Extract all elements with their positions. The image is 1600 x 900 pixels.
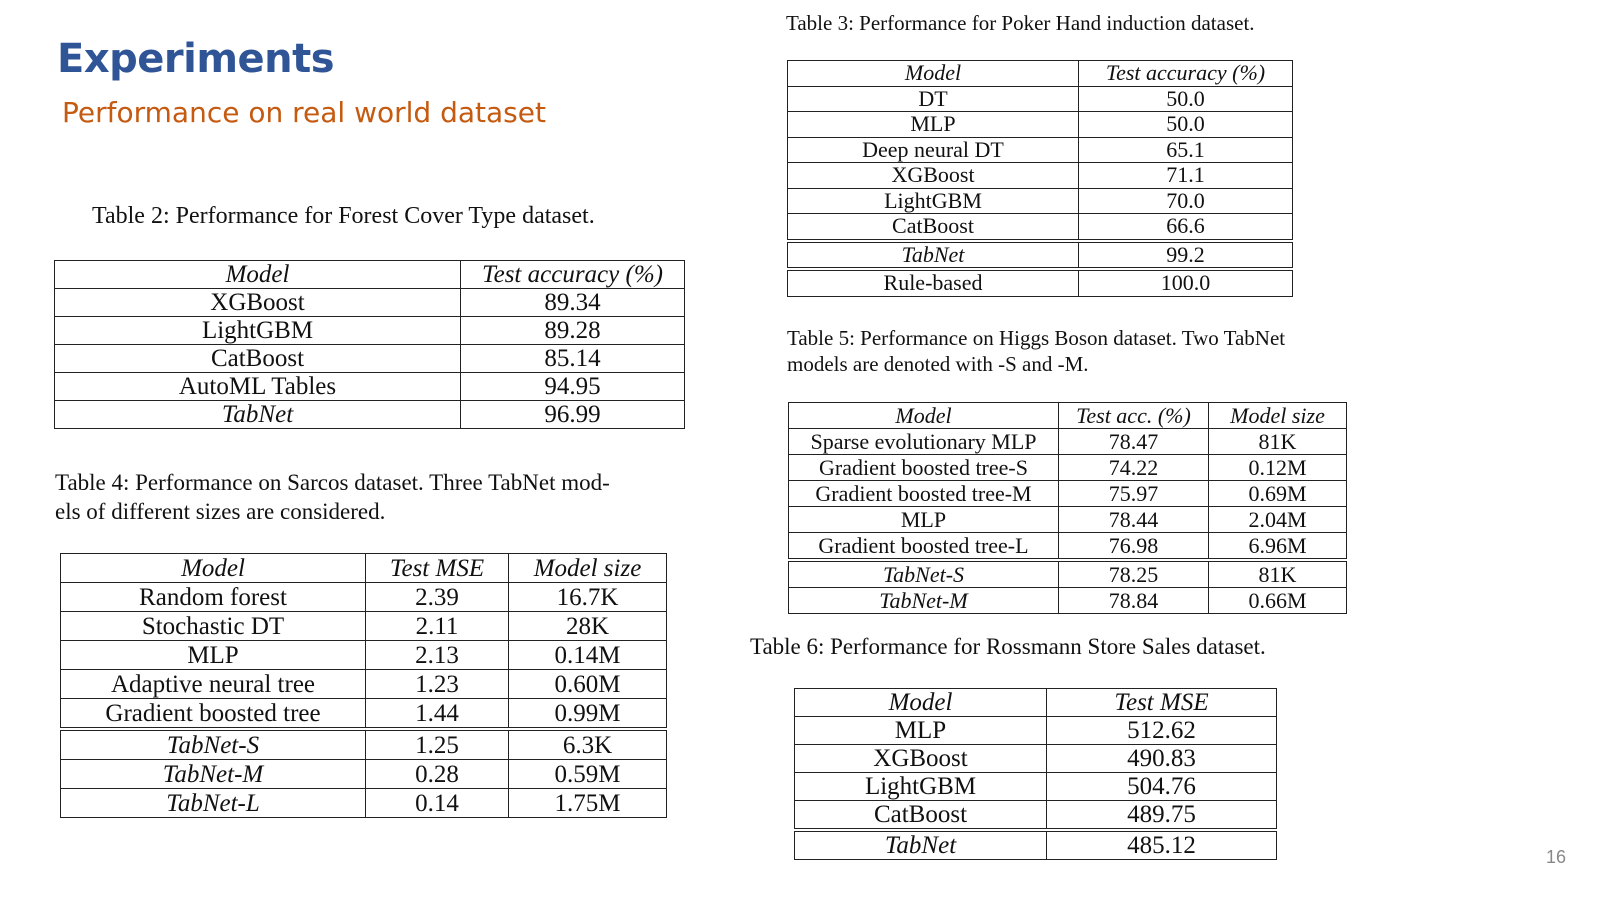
table3-caption: Table 3: Performance for Poker Hand induction dataset. [786, 11, 1255, 35]
size-cell: 6.3K [509, 729, 667, 760]
size-cell: 0.14M [509, 641, 667, 670]
column-header: Model [788, 61, 1079, 87]
model-cell: XGBoost [55, 289, 461, 317]
value-cell: 78.47 [1059, 429, 1209, 455]
model-cell: Gradient boosted tree [61, 699, 366, 730]
table-row [55, 401, 685, 429]
slide-subtitle: Performance on real world dataset [62, 96, 546, 129]
value-cell: 85.14 [461, 345, 685, 373]
model-cell: Adaptive neural tree [61, 670, 366, 699]
value-cell: 50.0 [1079, 112, 1293, 138]
column-header: Model size [1209, 403, 1347, 429]
table5-higgs-boson [788, 402, 1347, 614]
value-cell: 0.14 [366, 789, 509, 818]
value-cell: 0.28 [366, 760, 509, 789]
table5-caption-line1: Table 5: Performance on Higgs Boson dataset. Two TabNet [787, 326, 1286, 350]
value-cell: 100.0 [1079, 269, 1293, 296]
model-cell: TabNet [788, 241, 1079, 270]
model-cell: XGBoost [795, 745, 1047, 773]
model-cell: Rule-based [788, 269, 1079, 296]
model-cell: Stochastic DT [61, 612, 366, 641]
model-cell: LightGBM [795, 773, 1047, 801]
table-row [788, 214, 1293, 241]
model-cell: MLP [61, 641, 366, 670]
value-cell: 1.23 [366, 670, 509, 699]
size-cell: 0.59M [509, 760, 667, 789]
model-cell: AutoML Tables [55, 373, 461, 401]
table-row [61, 760, 667, 789]
model-cell: Gradient boosted tree-M [789, 481, 1059, 507]
value-cell: 70.0 [1079, 188, 1293, 214]
table-row [55, 317, 685, 345]
column-header: Test accuracy (%) [461, 261, 685, 289]
value-cell: 66.6 [1079, 214, 1293, 241]
size-cell: 6.96M [1209, 533, 1347, 561]
size-cell: 0.12M [1209, 455, 1347, 481]
table-header-row [55, 261, 685, 289]
table-row [61, 612, 667, 641]
table-row [788, 112, 1293, 138]
table-row [795, 745, 1277, 773]
model-cell: Random forest [61, 583, 366, 612]
table-row [788, 241, 1293, 270]
column-header: Model [61, 554, 366, 583]
table6-caption: Table 6: Performance for Rossmann Store Sales dataset. [750, 634, 1266, 659]
table-header-row [789, 403, 1347, 429]
table4-sarcos [60, 553, 667, 818]
size-cell: 0.69M [1209, 481, 1347, 507]
column-header: Test acc. (%) [1059, 403, 1209, 429]
value-cell: 1.44 [366, 699, 509, 730]
table-header-row [788, 61, 1293, 87]
table-header-row [795, 689, 1277, 717]
column-header: Model [789, 403, 1059, 429]
model-cell: CatBoost [788, 214, 1079, 241]
column-header: Test MSE [1047, 689, 1277, 717]
table-row [789, 455, 1347, 481]
table-row [788, 86, 1293, 112]
column-header: Model [795, 689, 1047, 717]
value-cell: 96.99 [461, 401, 685, 429]
model-cell: Gradient boosted tree-L [789, 533, 1059, 561]
value-cell: 512.62 [1047, 717, 1277, 745]
value-cell: 78.84 [1059, 588, 1209, 614]
value-cell: 75.97 [1059, 481, 1209, 507]
value-cell: 99.2 [1079, 241, 1293, 270]
value-cell: 78.25 [1059, 560, 1209, 588]
table-row [61, 670, 667, 699]
table3-poker-hand [787, 60, 1293, 297]
value-cell: 74.22 [1059, 455, 1209, 481]
table-row [788, 137, 1293, 163]
value-cell: 50.0 [1079, 86, 1293, 112]
column-header: Model size [509, 554, 667, 583]
value-cell: 489.75 [1047, 801, 1277, 831]
table-row [788, 269, 1293, 296]
model-cell: TabNet-S [61, 729, 366, 760]
value-cell: 71.1 [1079, 163, 1293, 189]
table2-caption: Table 2: Performance for Forest Cover Type dataset. [92, 203, 595, 229]
model-cell: CatBoost [795, 801, 1047, 831]
table-row [789, 429, 1347, 455]
value-cell: 89.34 [461, 289, 685, 317]
table-row [61, 789, 667, 818]
table-header-row [61, 554, 667, 583]
size-cell: 2.04M [1209, 507, 1347, 533]
table-row [788, 163, 1293, 189]
model-cell: CatBoost [55, 345, 461, 373]
table-row [55, 373, 685, 401]
table6-rossmann [794, 688, 1277, 860]
value-cell: 78.44 [1059, 507, 1209, 533]
column-header: Model [55, 261, 461, 289]
size-cell: 0.60M [509, 670, 667, 699]
size-cell: 28K [509, 612, 667, 641]
page-number: 16 [1545, 847, 1566, 867]
model-cell: TabNet-M [61, 760, 366, 789]
value-cell: 2.39 [366, 583, 509, 612]
value-cell: 76.98 [1059, 533, 1209, 561]
model-cell: TabNet-S [789, 560, 1059, 588]
size-cell: 16.7K [509, 583, 667, 612]
size-cell: 81K [1209, 560, 1347, 588]
value-cell: 490.83 [1047, 745, 1277, 773]
model-cell: Gradient boosted tree-S [789, 455, 1059, 481]
model-cell: MLP [789, 507, 1059, 533]
model-cell: LightGBM [788, 188, 1079, 214]
value-cell: 1.25 [366, 729, 509, 760]
table-row [61, 641, 667, 670]
value-cell: 89.28 [461, 317, 685, 345]
table-row [61, 729, 667, 760]
value-cell: 65.1 [1079, 137, 1293, 163]
table-row [795, 830, 1277, 860]
table-row [789, 560, 1347, 588]
column-header: Test accuracy (%) [1079, 61, 1293, 87]
column-header: Test MSE [366, 554, 509, 583]
size-cell: 81K [1209, 429, 1347, 455]
table2-forest-cover [54, 260, 685, 429]
table-row [795, 801, 1277, 831]
table-row [789, 588, 1347, 614]
table-row [795, 717, 1277, 745]
table-row [789, 533, 1347, 561]
size-cell: 1.75M [509, 789, 667, 818]
size-cell: 0.66M [1209, 588, 1347, 614]
table-row [789, 481, 1347, 507]
model-cell: Deep neural DT [788, 137, 1079, 163]
table-row [789, 507, 1347, 533]
model-cell: TabNet-L [61, 789, 366, 818]
table5-caption-line2: models are denoted with -S and -M. [787, 352, 1089, 376]
value-cell: 2.13 [366, 641, 509, 670]
table4-caption-line2: els of different sizes are considered. [55, 499, 386, 524]
table-row [61, 583, 667, 612]
model-cell: XGBoost [788, 163, 1079, 189]
table-row [55, 345, 685, 373]
table-row [55, 289, 685, 317]
table-row [788, 188, 1293, 214]
table-row [61, 699, 667, 730]
table4-caption-line1: Table 4: Performance on Sarcos dataset. Three TabNet mod- [55, 470, 610, 495]
value-cell: 94.95 [461, 373, 685, 401]
slide-title: Experiments [57, 36, 335, 82]
model-cell: TabNet [795, 830, 1047, 860]
model-cell: LightGBM [55, 317, 461, 345]
model-cell: TabNet [55, 401, 461, 429]
model-cell: Sparse evolutionary MLP [789, 429, 1059, 455]
model-cell: TabNet-M [789, 588, 1059, 614]
value-cell: 485.12 [1047, 830, 1277, 860]
model-cell: DT [788, 86, 1079, 112]
table-row [795, 773, 1277, 801]
value-cell: 504.76 [1047, 773, 1277, 801]
model-cell: MLP [795, 717, 1047, 745]
model-cell: MLP [788, 112, 1079, 138]
value-cell: 2.11 [366, 612, 509, 641]
size-cell: 0.99M [509, 699, 667, 730]
